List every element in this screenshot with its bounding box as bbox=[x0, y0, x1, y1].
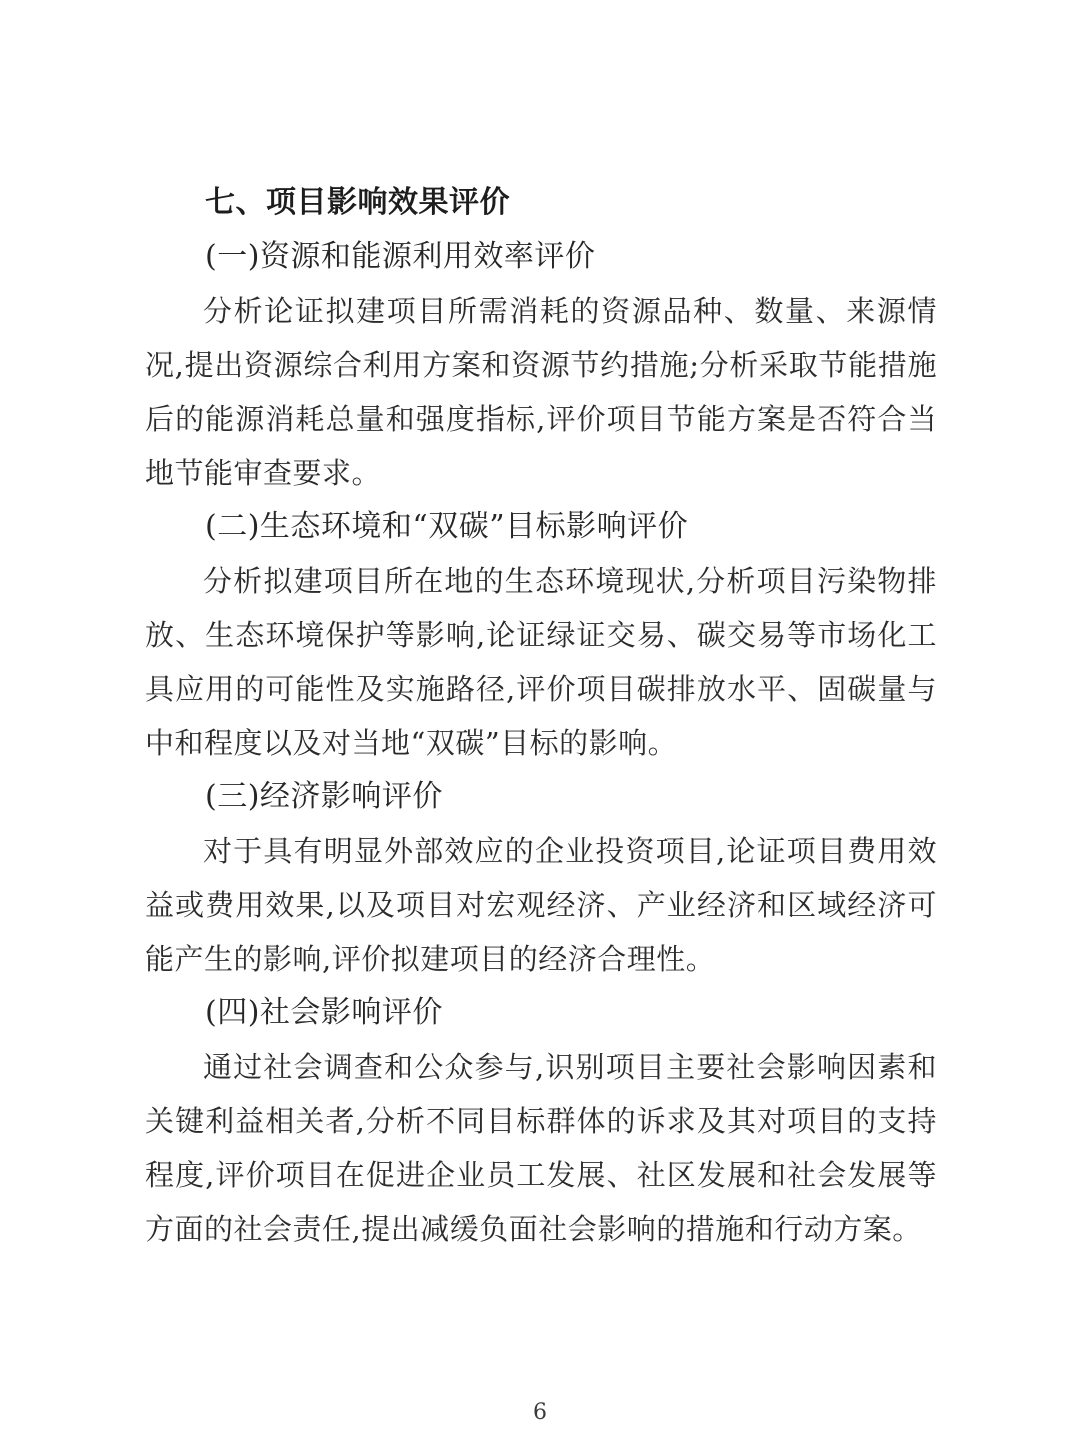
section-social-impact bbox=[145, 986, 937, 1256]
page-number: 6 bbox=[533, 1400, 547, 1425]
page-title: 七、项目影响效果评价 bbox=[205, 185, 510, 220]
section-heading: (三)经济影响评价 bbox=[205, 779, 443, 814]
section-heading: (二)生态环境和“双碳”目标影响评价 bbox=[205, 509, 689, 544]
page-footer bbox=[0, 1398, 1080, 1428]
section-paragraph: 分析论证拟建项目所需消耗的资源品种、数量、来源情况,提出资源综合利用方案和资源节约措施;分析采取节能措施后的能源消耗总量和强度指标,评价项目节能方案是否符合当地节能审查要求。 bbox=[145, 294, 937, 490]
section-economic-impact bbox=[145, 770, 937, 986]
section-paragraph: 对于具有明显外部效应的企业投资项目,论证项目费用效益或费用效果,以及项目对宏观经济、产业经济和区域经济可能产生的影响,评价拟建项目的经济合理性。 bbox=[145, 834, 937, 976]
section-heading: (一)资源和能源利用效率评价 bbox=[205, 239, 596, 274]
section-paragraph: 分析拟建项目所在地的生态环境现状,分析项目污染物排放、生态环境保护等影响,论证绿证交易、碳交易等市场化工具应用的可能性及实施路径,评价项目碳排放水平、固碳量与中和程度以及对当地“双碳”目标的影响。 bbox=[145, 564, 937, 760]
section-eco-dual-carbon bbox=[145, 500, 937, 770]
section-resource-energy bbox=[145, 230, 937, 500]
document-content bbox=[145, 176, 937, 1256]
section-paragraph: 通过社会调查和公众参与,识别项目主要社会影响因素和关键利益相关者,分析不同目标群体的诉求及其对项目的支持程度,评价项目在促进企业员工发展、社区发展和社会发展等方面的社会责任,提出减缓负面社会影响的措施和行动方案。 bbox=[145, 1050, 937, 1246]
section-heading: (四)社会影响评价 bbox=[205, 995, 443, 1030]
